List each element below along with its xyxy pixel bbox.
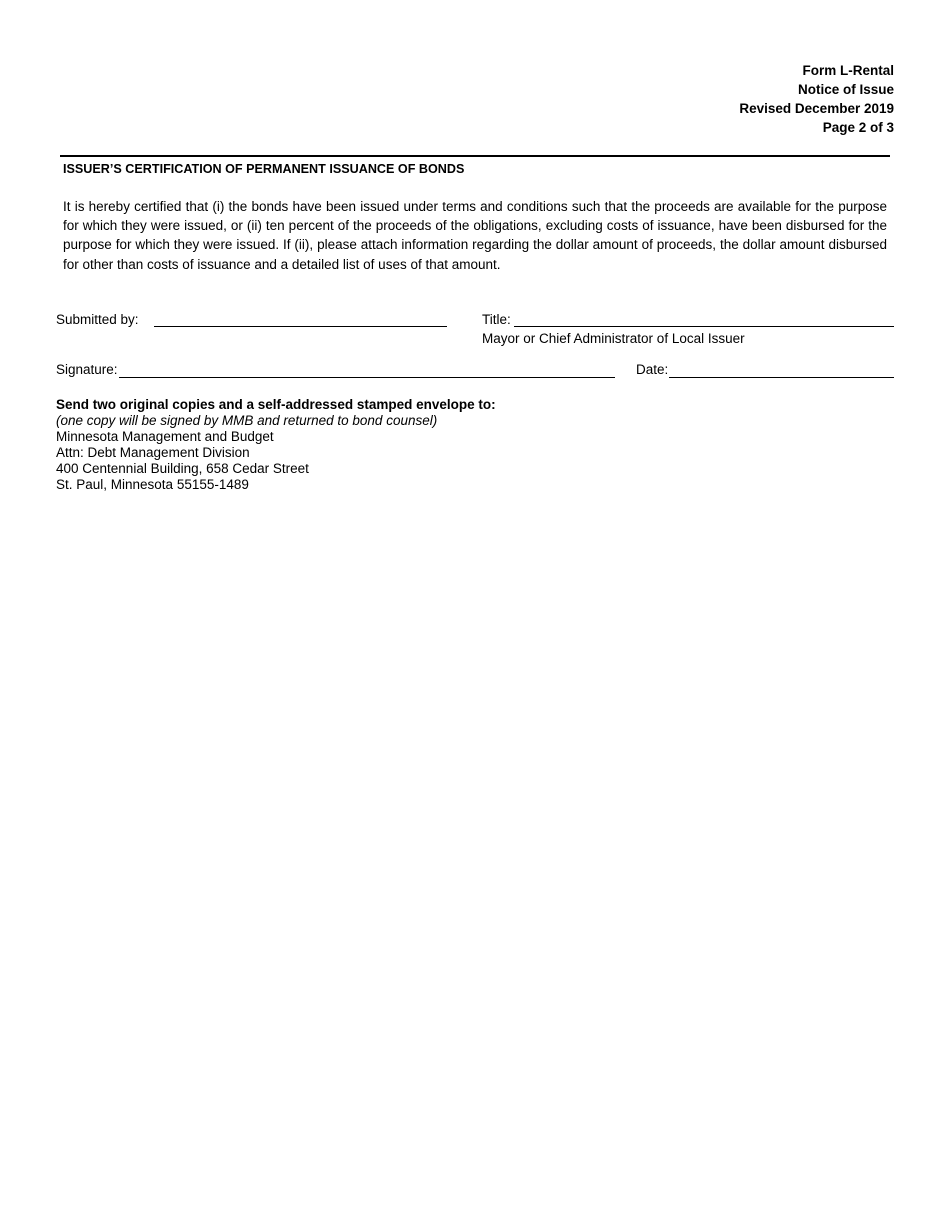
title-line[interactable]	[514, 326, 894, 327]
address-line: 400 Centennial Building, 658 Cedar Street	[56, 461, 309, 476]
form-name: Form L-Rental	[802, 63, 894, 78]
mailing-instructions	[56, 397, 496, 493]
mailing-heading: Send two original copies and a self-addressed stamped envelope to:	[56, 397, 496, 412]
address-line: St. Paul, Minnesota 55155-1489	[56, 477, 249, 492]
section-divider	[60, 155, 890, 157]
submitted-by-label: Submitted by:	[56, 312, 139, 327]
form-title: Notice of Issue	[797, 82, 894, 97]
address-line: Attn: Debt Management Division	[56, 445, 250, 460]
section-title: ISSUER’S CERTIFICATION OF PERMANENT ISSUANCE OF BONDS	[63, 162, 465, 176]
title-label: Title:	[482, 312, 511, 327]
title-caption: Mayor or Chief Administrator of Local Issuer	[482, 331, 745, 346]
signature-line[interactable]	[119, 377, 615, 378]
address-line: Minnesota Management and Budget	[56, 429, 274, 444]
mailing-note: (one copy will be signed by MMB and returned to bond counsel)	[56, 413, 438, 428]
form-revision: Revised December 2019	[739, 101, 894, 116]
date-line[interactable]	[669, 377, 894, 378]
submitted-by-line[interactable]	[154, 326, 447, 327]
date-label: Date:	[636, 362, 669, 377]
page-indicator: Page 2 of 3	[822, 120, 894, 135]
certification-text: It is hereby certified that (i) the bonds have been issued under terms and conditions such that the proceeds are available for the purpose for which they were issued, or (ii) ten percent of the proceeds of the obligations, excluding costs of issuance, have been disbursed for the purpose for which they were issued. If (ii), please attach information regarding the dollar amount of proceeds, the dollar amount disbursed for other than costs of issuance and a detailed list of uses of that amount.	[63, 199, 887, 272]
signature-label: Signature:	[56, 362, 118, 377]
form-header	[739, 61, 894, 137]
